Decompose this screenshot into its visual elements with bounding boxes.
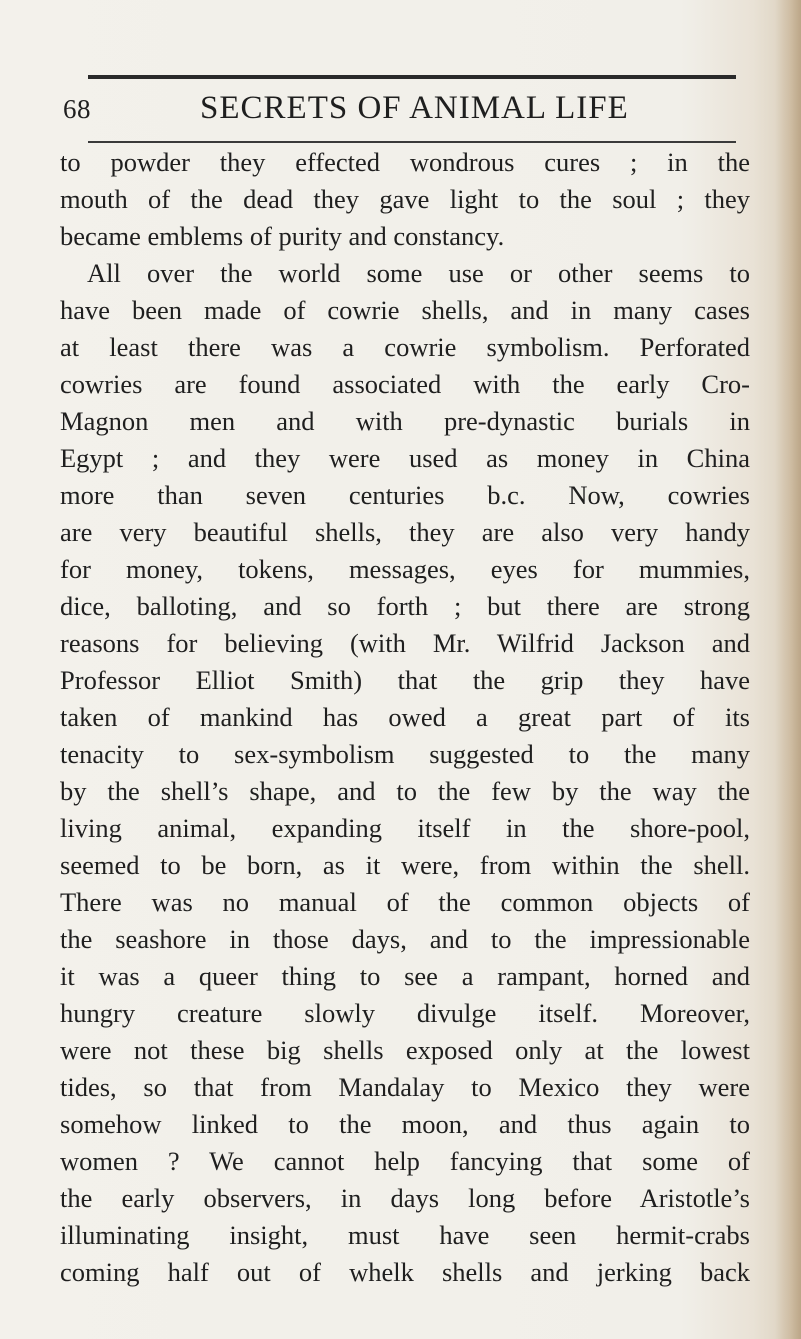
text-line: living animal, expanding itself in the shore-pool, bbox=[60, 813, 750, 843]
text-line: taken of mankind has owed a great part of its bbox=[60, 702, 750, 732]
text-line: reasons for believing (with Mr. Wilfrid Jackson and bbox=[60, 628, 750, 658]
text-line: hungry creature slowly divulge itself. Moreover, bbox=[60, 998, 750, 1028]
text-line: more than seven centuries b.c. Now, cowries bbox=[60, 480, 750, 510]
text-line: women ? We cannot help fancying that some of bbox=[60, 1146, 750, 1176]
text-line: illuminating insight, must have seen hermit-crabs bbox=[60, 1220, 750, 1250]
text-line: for money, tokens, messages, eyes for mummies, bbox=[60, 554, 750, 584]
text-line: coming half out of whelk shells and jerking back bbox=[60, 1257, 750, 1287]
text-line: tenacity to sex-symbolism suggested to the many bbox=[60, 739, 750, 769]
text-line: became emblems of purity and constancy. bbox=[60, 221, 505, 251]
body-text bbox=[60, 144, 750, 1291]
text-line: are very beautiful shells, they are also very handy bbox=[60, 517, 750, 547]
text-line: mouth of the dead they gave light to the soul ; they bbox=[60, 184, 750, 214]
text-line: somehow linked to the moon, and thus again to bbox=[60, 1109, 750, 1139]
header-rule-bottom bbox=[88, 141, 736, 143]
text-line: Professor Elliot Smith) that the grip they have bbox=[60, 665, 750, 695]
text-line: have been made of cowrie shells, and in many cases bbox=[60, 295, 750, 325]
running-title: SECRETS OF ANIMAL LIFE bbox=[200, 90, 629, 126]
text-line: cowries are found associated with the early Cro- bbox=[60, 369, 750, 399]
text-line: at least there was a cowrie symbolism. Perforated bbox=[60, 332, 750, 362]
text-line: seemed to be born, as it were, from within the shell. bbox=[60, 850, 750, 880]
paragraph-first-line: All over the world some use or other seems to bbox=[87, 258, 750, 288]
text-line: it was a queer thing to see a rampant, horned and bbox=[60, 961, 750, 991]
text-line: tides, so that from Mandalay to Mexico they were bbox=[60, 1072, 750, 1102]
text-line: Magnon men and with pre-dynastic burials in bbox=[60, 406, 750, 436]
text-line: There was no manual of the common objects of bbox=[60, 887, 750, 917]
text-line: dice, balloting, and so forth ; but there are strong bbox=[60, 591, 750, 621]
text-line: Egypt ; and they were used as money in China bbox=[60, 443, 750, 473]
text-line: to powder they effected wondrous cures ; in the bbox=[60, 147, 750, 177]
text-line: the early observers, in days long before Aristotle’s bbox=[60, 1183, 750, 1213]
header-rule-top bbox=[88, 75, 736, 79]
text-line: the seashore in those days, and to the impressionable bbox=[60, 924, 750, 954]
page-number: 68 bbox=[63, 94, 91, 124]
text-line: were not these big shells exposed only at the lowest bbox=[60, 1035, 750, 1065]
text-line: by the shell’s shape, and to the few by the way the bbox=[60, 776, 750, 806]
page-edge-stain bbox=[775, 0, 801, 1339]
